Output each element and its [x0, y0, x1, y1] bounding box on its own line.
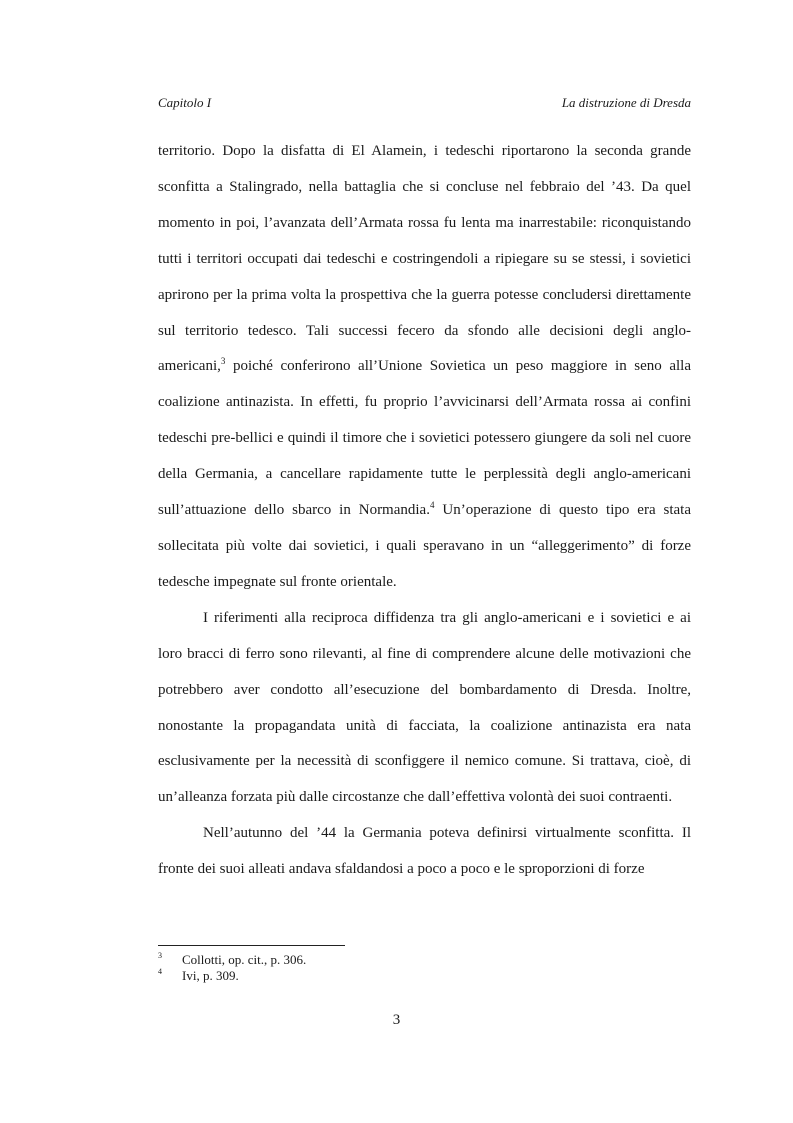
body-text	[158, 134, 691, 888]
paragraph-1	[158, 134, 691, 601]
paragraph-2: I riferimenti alla reciproca diffidenza tra gli anglo-americani e i sovietici e ai loro bracci di ferro sono rilevanti, al fine di comprendere alcune delle motivazioni che potrebbero aver condotto all’esecuzione del bombardamento di Dresda. Inoltre, nonostante la propagandata unità di facciata, la coalizione antinazista era nata esclusivamente per la necessità di sconfiggere il nemico comune. Si trattava, cioè, di un’alleanza forzata più dalle circostanze che dall’effettiva volontà dei suoi contraenti.	[158, 609, 691, 806]
footnote-item	[158, 968, 691, 984]
page-number: 3	[392, 1012, 401, 1028]
footnote-ref-4[interactable]: 4	[429, 500, 435, 511]
paragraph-3: Nell’autunno del ’44 la Germania poteva definirsi virtualmente sconfitta. Il fronte dei suoi alleati andava sfaldandosi a poco a poco e le sproporzioni di forze	[158, 825, 691, 878]
paragraph-1-text-b: poiché conferirono all’Unione Sovietica un peso maggiore in seno alla coalizione antinazista. In effetti, fu proprio l’avvicinarsi dell’Armata rossa ai confini tedeschi pre-bellici e quindi il timore che i sovietici potessero giungere da soli nel cuore della Germania, a cancellare rapidamente tutte le perplessità degli anglo-americani sull’attuazione dello sbarco in Normandia.	[158, 358, 691, 519]
paragraph-1-text-c: Un’operazione di questo tipo era stata sollecitata più volte dai sovietici, i quali speravano in un “alleggerimento” di forze tedesche impegnate sul fronte orientale.	[158, 502, 691, 590]
footnote-number: 3	[158, 951, 162, 960]
footnotes	[158, 952, 691, 984]
footnote-item	[158, 952, 691, 968]
footnote-separator	[158, 945, 345, 946]
paragraph-1-text-a: territorio. Dopo la disfatta di El Alamein, i tedeschi riportarono la seconda grande sconfitta a Stalingrado, nella battaglia che si concluse nel febbraio del ’43. Da quel momento in poi, l’avanzata dell’Armata rossa fu lenta ma inarrestabile: riconquistando tutti i territori occupati dai tedeschi e costringendoli a ripiegare su se stessi, i sovietici aprirono per la prima volta la prospettiva che la guerra potesse concludersi direttamente sul territorio tedesco. Tali successi fecero da sfondo alle decisioni degli anglo-americani,	[158, 143, 691, 375]
footnote-number: 4	[158, 967, 162, 976]
footnote-text: Ivi, p. 309.	[182, 968, 239, 983]
footnote-ref-3[interactable]: 3	[220, 356, 226, 367]
chapter-title: La distruzione di Dresda	[561, 95, 691, 110]
footnote-text: Collotti, op. cit., p. 306.	[182, 952, 307, 967]
chapter-label: Capitolo I	[158, 95, 212, 110]
